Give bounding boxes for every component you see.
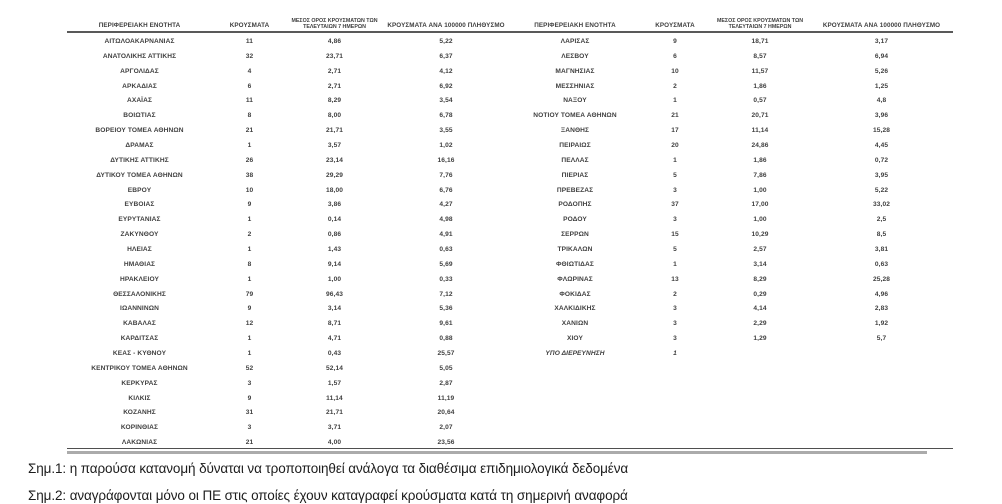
region-name: ΑΝΑΤΟΛΙΚΗΣ ΑΤΤΙΚΗΣ	[102, 52, 177, 60]
per100k-value: 33,02	[872, 201, 890, 209]
table-right-half	[510, 14, 953, 362]
avg7-value: 3,14	[753, 260, 767, 268]
per100k-value: 4,8	[876, 97, 887, 105]
cases-value: 9	[247, 394, 252, 402]
table-row	[510, 288, 953, 303]
header-cases: ΚΡΟΥΣΜΑΤΑ	[655, 22, 695, 30]
avg7-value: 1,86	[753, 82, 767, 90]
cases-value: 21	[245, 439, 254, 447]
region-name: ΔΥΤΙΚΗΣ ΑΤΤΙΚΗΣ	[110, 156, 169, 164]
avg7-value: 0,86	[327, 231, 342, 239]
region-name: ΝΟΤΙΟΥ ΤΟΜΕΑ ΑΘΗΝΩΝ	[533, 112, 617, 120]
per100k-value: 6,76	[439, 186, 453, 194]
table-row	[67, 273, 510, 288]
region-name: ΠΕΛΛΑΣ	[561, 156, 589, 164]
per100k-value: 11,19	[437, 394, 455, 402]
region-name: ΚΟΖΑΝΗΣ	[123, 409, 156, 417]
avg7-value: 29,29	[325, 171, 343, 179]
per100k-value: 4,12	[439, 67, 453, 75]
region-name: ΛΑΚΩΝΙΑΣ	[121, 439, 158, 447]
cases-value: 12	[245, 320, 254, 328]
per100k-value: 1,02	[439, 142, 453, 150]
per100k-value: 0,88	[439, 335, 453, 343]
cases-value: 52	[245, 364, 254, 372]
cases-value: 3	[247, 424, 252, 432]
avg7-value: 18,71	[751, 38, 769, 45]
table-row	[510, 169, 953, 184]
per100k-value: 0,33	[439, 275, 453, 283]
per100k-value: 3,81	[874, 246, 889, 254]
region-name: ΞΑΝΘΗΣ	[560, 127, 590, 135]
per100k-value: 0,63	[874, 260, 889, 268]
per100k-value: 6,37	[439, 52, 453, 60]
cases-value: 26	[245, 156, 254, 164]
avg7-value: 17,00	[751, 201, 769, 209]
table-row	[67, 213, 510, 228]
region-name: ΙΩΑΝΝΙΝΩΝ	[120, 305, 159, 313]
avg7-value: 1,57	[327, 379, 342, 387]
header-per100k: ΚΡΟΥΣΜΑΤΑ ΑΝΑ 100000 ΠΛΗΘΥΣΜΟ	[387, 22, 505, 30]
cases-value: 1	[673, 350, 677, 358]
cases-value: 3	[673, 305, 677, 313]
avg7-value: 1,29	[753, 335, 767, 343]
cases-value: 8	[247, 260, 252, 268]
region-name: ΑΡΓΟΛΙΔΑΣ	[120, 67, 159, 75]
cases-value: 5	[673, 171, 677, 179]
header-per100k: ΚΡΟΥΣΜΑΤΑ ΑΝΑ 100000 ΠΛΗΘΥΣΜΟ	[822, 22, 941, 30]
note-1: Σημ.1: η παρούσα κατανομή δύναται να τροποποιηθεί ανάλογα τα διαθέσιμα επιδημιολογικά δεδομένα	[28, 461, 629, 476]
table-right-rows	[510, 33, 953, 362]
region-name: ΥΠΟ ΔΙΕΡΕΥΝΗΣΗ	[545, 350, 605, 358]
cases-value: 1	[247, 142, 252, 150]
table-row	[67, 94, 510, 109]
avg7-value: 20,71	[751, 112, 769, 120]
avg7-value: 11,57	[751, 67, 769, 75]
per100k-value: 3,96	[874, 112, 889, 120]
region-name: ΜΑΓΝΗΣΙΑΣ	[555, 67, 595, 75]
table-row	[67, 80, 510, 95]
table-row	[67, 332, 510, 347]
region-name: ΤΡΙΚΑΛΩΝ	[557, 246, 593, 254]
table-row	[67, 362, 510, 377]
region-name: ΔΡΑΜΑΣ	[125, 142, 154, 150]
cases-value: 31	[245, 409, 254, 417]
cases-value: 1	[247, 246, 252, 254]
cases-value: 38	[245, 171, 254, 179]
avg7-value: 0,57	[753, 97, 767, 105]
cases-value: 9	[673, 38, 677, 45]
avg7-value: 96,43	[325, 290, 343, 298]
per100k-value: 1,92	[874, 320, 889, 328]
cases-value: 6	[247, 82, 252, 90]
per100k-value: 23,56	[437, 439, 455, 447]
cases-value: 2	[247, 231, 252, 239]
table-row	[67, 109, 510, 124]
per100k-value: 5,36	[439, 305, 453, 313]
table-row	[67, 392, 510, 407]
avg7-value: 8,29	[327, 97, 342, 105]
region-name: ΕΥΒΟΙΑΣ	[124, 201, 155, 209]
avg7-value: 4,14	[753, 305, 767, 313]
avg7-value: 8,57	[753, 52, 767, 60]
table-row	[510, 332, 953, 347]
region-name: ΛΑΡΙΣΑΣ	[560, 38, 590, 45]
table-row	[510, 273, 953, 288]
table-row	[510, 50, 953, 65]
table-row	[67, 124, 510, 139]
region-name: ΠΙΕΡΙΑΣ	[561, 171, 589, 179]
header-avg7	[287, 18, 382, 31]
header-avg7	[710, 18, 810, 31]
header-avg7-line1: ΜΕΣΟΣ ΟΡΟΣ ΚΡΟΥΣΜΑΤΩΝ ΤΩΝ	[716, 17, 804, 24]
region-name: ΚΙΛΚΙΣ	[128, 394, 151, 402]
table-row	[510, 302, 953, 317]
avg7-value: 52,14	[325, 364, 343, 372]
per100k-value: 7,76	[439, 171, 453, 179]
cases-value: 3	[673, 216, 677, 224]
cases-value: 10	[245, 186, 254, 194]
avg7-value: 2,29	[753, 320, 767, 328]
region-name: ΡΟΔΟΠΗΣ	[558, 201, 592, 209]
table-row	[510, 80, 953, 95]
region-name: ΛΕΣΒΟΥ	[561, 52, 589, 60]
avg7-value: 2,71	[327, 82, 342, 90]
per100k-value: 5,22	[439, 38, 453, 45]
header-avg7-line1: ΜΕΣΟΣ ΟΡΟΣ ΚΡΟΥΣΜΑΤΩΝ ΤΩΝ	[291, 17, 378, 24]
region-name: ΚΕΡΚΥΡΑΣ	[121, 379, 158, 387]
cases-value: 1	[247, 216, 252, 224]
cases-value: 1	[247, 275, 252, 283]
table-row	[67, 302, 510, 317]
cases-value: 6	[673, 52, 677, 60]
per100k-value: 8,5	[876, 231, 887, 239]
region-name: ΦΘΙΩΤΙΔΑΣ	[556, 260, 594, 268]
per100k-value: 9,61	[439, 320, 453, 328]
cases-value: 17	[671, 127, 679, 135]
avg7-value: 1,00	[753, 216, 767, 224]
region-name: ΧΑΛΚΙΔΙΚΗΣ	[554, 305, 596, 313]
table-row	[67, 50, 510, 65]
table-row	[510, 184, 953, 199]
avg7-value: 4,71	[327, 335, 342, 343]
table-row	[510, 347, 953, 362]
per100k-value: 3,54	[439, 97, 453, 105]
avg7-value: 21,71	[325, 127, 343, 135]
per100k-value: 4,45	[874, 142, 889, 150]
avg7-value: 0,43	[327, 350, 342, 358]
region-name: ΦΟΚΙΔΑΣ	[559, 290, 591, 298]
regional-cases-table	[67, 14, 953, 449]
cases-value: 1	[673, 260, 677, 268]
table-row	[67, 377, 510, 392]
per100k-value: 5,7	[876, 335, 887, 343]
per100k-value: 7,12	[439, 290, 453, 298]
region-name: ΗΡΑΚΛΕΙΟΥ	[119, 275, 160, 283]
region-name: ΑΧΑΪΑΣ	[126, 97, 153, 105]
avg7-value: 11,14	[751, 127, 769, 135]
region-name: ΜΕΣΣΗΝΙΑΣ	[555, 82, 595, 90]
avg7-value: 1,86	[753, 156, 767, 164]
region-name: ΗΜΑΘΙΑΣ	[123, 260, 156, 268]
header-cases: ΚΡΟΥΣΜΑΤΑ	[229, 22, 270, 30]
table-row	[67, 406, 510, 421]
avg7-value: 8,00	[327, 112, 342, 120]
cases-value: 1	[673, 97, 677, 105]
avg7-value: 8,29	[753, 275, 767, 283]
per100k-value: 1,25	[874, 82, 889, 90]
table-row	[67, 258, 510, 273]
cases-value: 8	[247, 112, 252, 120]
region-name: ΚΕΑΣ - ΚΥΘΝΟΥ	[112, 350, 167, 358]
per100k-value: 15,28	[872, 127, 890, 135]
region-name: ΠΕΙΡΑΙΩΣ	[559, 142, 591, 150]
per100k-value: 25,57	[437, 350, 455, 358]
table-row	[67, 154, 510, 169]
table-row	[510, 94, 953, 109]
table-row	[67, 65, 510, 80]
cases-value: 37	[671, 201, 679, 209]
table-row	[67, 169, 510, 184]
per100k-value: 4,96	[874, 290, 889, 298]
avg7-value: 4,86	[327, 38, 342, 45]
cases-value: 4	[247, 67, 252, 75]
table-row	[67, 436, 510, 451]
per100k-value: 0,63	[439, 246, 453, 254]
cases-value: 9	[247, 201, 252, 209]
per100k-value: 6,78	[439, 112, 453, 120]
header-avg7-line2: ΤΕΛΕΥΤΑΙΩΝ 7 ΗΜΕΡΩΝ	[303, 23, 366, 30]
table-header-row	[510, 14, 953, 33]
avg7-value: 0,29	[753, 290, 767, 298]
avg7-value: 23,71	[325, 52, 343, 60]
region-name: ΕΒΡΟΥ	[127, 186, 152, 194]
per100k-value: 5,69	[439, 260, 453, 268]
region-name: ΚΑΒΑΛΑΣ	[123, 320, 156, 328]
cases-value: 11	[245, 97, 254, 105]
table-row	[67, 184, 510, 199]
cases-value: 21	[245, 127, 254, 135]
cases-value: 10	[671, 67, 679, 75]
cases-value: 3	[673, 335, 677, 343]
avg7-value: 11,14	[326, 394, 343, 402]
avg7-value: 0,14	[327, 216, 342, 224]
region-name: ΧΙΟΥ	[567, 335, 583, 343]
note-2: Σημ.2: αναγράφονται μόνο οι ΠΕ στις οποίες έχουν καταγραφεί κρούσματα κατά τη σημερινή αναφορά	[28, 488, 628, 503]
cases-value: 20	[671, 142, 679, 150]
header-region: ΠΕΡΙΦΕΡΕΙΑΚΗ ΕΝΟΤΗΤΑ	[534, 22, 616, 30]
horizontal-rule	[67, 451, 927, 454]
per100k-value: 4,91	[439, 231, 453, 239]
avg7-value	[710, 347, 810, 362]
region-name: ΝΑΞΟΥ	[563, 97, 587, 105]
region-name: ΔΥΤΙΚΟΥ ΤΟΜΕΑ ΑΘΗΝΩΝ	[96, 171, 183, 179]
avg7-value: 3,14	[327, 305, 342, 313]
table-row	[510, 124, 953, 139]
table-row	[67, 198, 510, 213]
avg7-value: 10,29	[751, 231, 769, 239]
avg7-value: 1,43	[327, 246, 342, 254]
per100k-value: 2,83	[874, 305, 889, 313]
cases-value: 5	[673, 246, 677, 254]
table-row	[510, 228, 953, 243]
table-row	[67, 317, 510, 332]
avg7-value: 21,71	[325, 409, 343, 417]
cases-value: 11	[245, 38, 254, 45]
cases-value: 3	[673, 320, 677, 328]
per100k-value	[810, 347, 953, 362]
region-name: ΘΕΣΣΑΛΟΝΙΚΗΣ	[113, 290, 166, 298]
table-row	[67, 288, 510, 303]
table-row	[67, 347, 510, 362]
table-row	[510, 258, 953, 273]
per100k-value: 3,55	[439, 127, 453, 135]
header-avg7-line2: ΤΕΛΕΥΤΑΙΩΝ 7 ΗΜΕΡΩΝ	[728, 23, 792, 30]
table-row	[510, 198, 953, 213]
per100k-value: 5,22	[874, 186, 889, 194]
per100k-value: 25,28	[872, 275, 890, 283]
per100k-value: 6,92	[439, 82, 453, 90]
per100k-value: 3,95	[874, 171, 889, 179]
per100k-value: 2,5	[876, 216, 887, 224]
region-name: ΣΕΡΡΩΝ	[561, 231, 589, 239]
avg7-value: 3,86	[327, 201, 342, 209]
avg7-value: 3,57	[327, 142, 342, 150]
region-name: ΡΟΔΟΥ	[563, 216, 587, 224]
cases-value: 9	[247, 305, 252, 313]
table-row	[67, 243, 510, 258]
cases-value: 21	[671, 112, 679, 120]
region-name: ΚΟΡΙΝΘΙΑΣ	[120, 424, 159, 432]
region-name: ΖΑΚΥΝΘΟΥ	[120, 231, 159, 239]
avg7-value: 4,00	[327, 439, 342, 447]
per100k-value: 4,27	[439, 201, 453, 209]
cases-value: 1	[247, 335, 252, 343]
avg7-value: 2,57	[753, 246, 767, 254]
per100k-value: 6,94	[874, 52, 889, 60]
cases-value: 32	[245, 52, 254, 60]
per100k-value: 2,07	[439, 424, 453, 432]
table-left-half	[67, 14, 510, 451]
avg7-value: 18,00	[325, 186, 343, 194]
table-row	[510, 65, 953, 80]
cases-value: 3	[673, 186, 677, 194]
region-name: ΑΙΤΩΛΟΑΚΑΡΝΑΝΙΑΣ	[104, 38, 175, 45]
table-row	[510, 317, 953, 332]
cases-value: 3	[247, 379, 252, 387]
per100k-value: 5,05	[439, 364, 453, 372]
avg7-value: 2,71	[327, 67, 342, 75]
per100k-value: 3,17	[874, 38, 889, 45]
region-name: ΗΛΕΙΑΣ	[127, 246, 152, 254]
per100k-value: 20,64	[437, 409, 455, 417]
table-row	[510, 154, 953, 169]
region-name: ΕΥΡΥΤΑΝΙΑΣ	[118, 216, 161, 224]
region-name: ΒΟΡΕΙΟΥ ΤΟΜΕΑ ΑΘΗΝΩΝ	[95, 127, 184, 135]
table-row	[67, 139, 510, 154]
region-name: ΑΡΚΑΔΙΑΣ	[122, 82, 157, 90]
avg7-value: 7,86	[753, 171, 767, 179]
table-row	[67, 421, 510, 436]
region-name: ΦΛΩΡΙΝΑΣ	[557, 275, 593, 283]
cases-value: 1	[247, 350, 252, 358]
region-name: ΠΡΕΒΕΖΑΣ	[556, 186, 594, 194]
per100k-value: 2,87	[439, 379, 453, 387]
table-row	[510, 139, 953, 154]
per100k-value: 16,16	[437, 156, 455, 164]
cases-value: 15	[671, 231, 679, 239]
table-row	[67, 228, 510, 243]
region-name: ΒΟΙΩΤΙΑΣ	[123, 112, 156, 120]
region-name: ΧΑΝΙΩΝ	[561, 320, 589, 328]
per100k-value: 5,26	[874, 67, 889, 75]
per100k-value: 0,72	[874, 156, 889, 164]
table-row	[510, 109, 953, 124]
cases-value: 79	[245, 290, 254, 298]
avg7-value: 23,14	[325, 156, 343, 164]
avg7-value: 8,71	[327, 320, 342, 328]
table-header-row	[67, 14, 510, 33]
per100k-value: 4,98	[439, 216, 453, 224]
region-name: ΚΑΡΔΙΤΣΑΣ	[120, 335, 159, 343]
avg7-value: 1,00	[327, 275, 342, 283]
table-left-rows	[67, 33, 510, 451]
cases-value: 1	[673, 156, 677, 164]
avg7-value: 9,14	[327, 260, 342, 268]
cases-value: 2	[673, 82, 677, 90]
cases-value: 13	[671, 275, 679, 283]
avg7-value: 3,71	[327, 424, 342, 432]
table-row	[510, 213, 953, 228]
header-region: ΠΕΡΙΦΕΡΕΙΑΚΗ ΕΝΟΤΗΤΑ	[98, 22, 181, 30]
avg7-value: 1,00	[753, 186, 767, 194]
avg7-value: 24,86	[751, 142, 769, 150]
table-row	[510, 243, 953, 258]
region-name: ΚΕΝΤΡΙΚΟΥ ΤΟΜΕΑ ΑΘΗΝΩΝ	[91, 364, 188, 372]
cases-value: 2	[673, 290, 677, 298]
table-row	[67, 35, 510, 50]
table-row	[510, 35, 953, 50]
